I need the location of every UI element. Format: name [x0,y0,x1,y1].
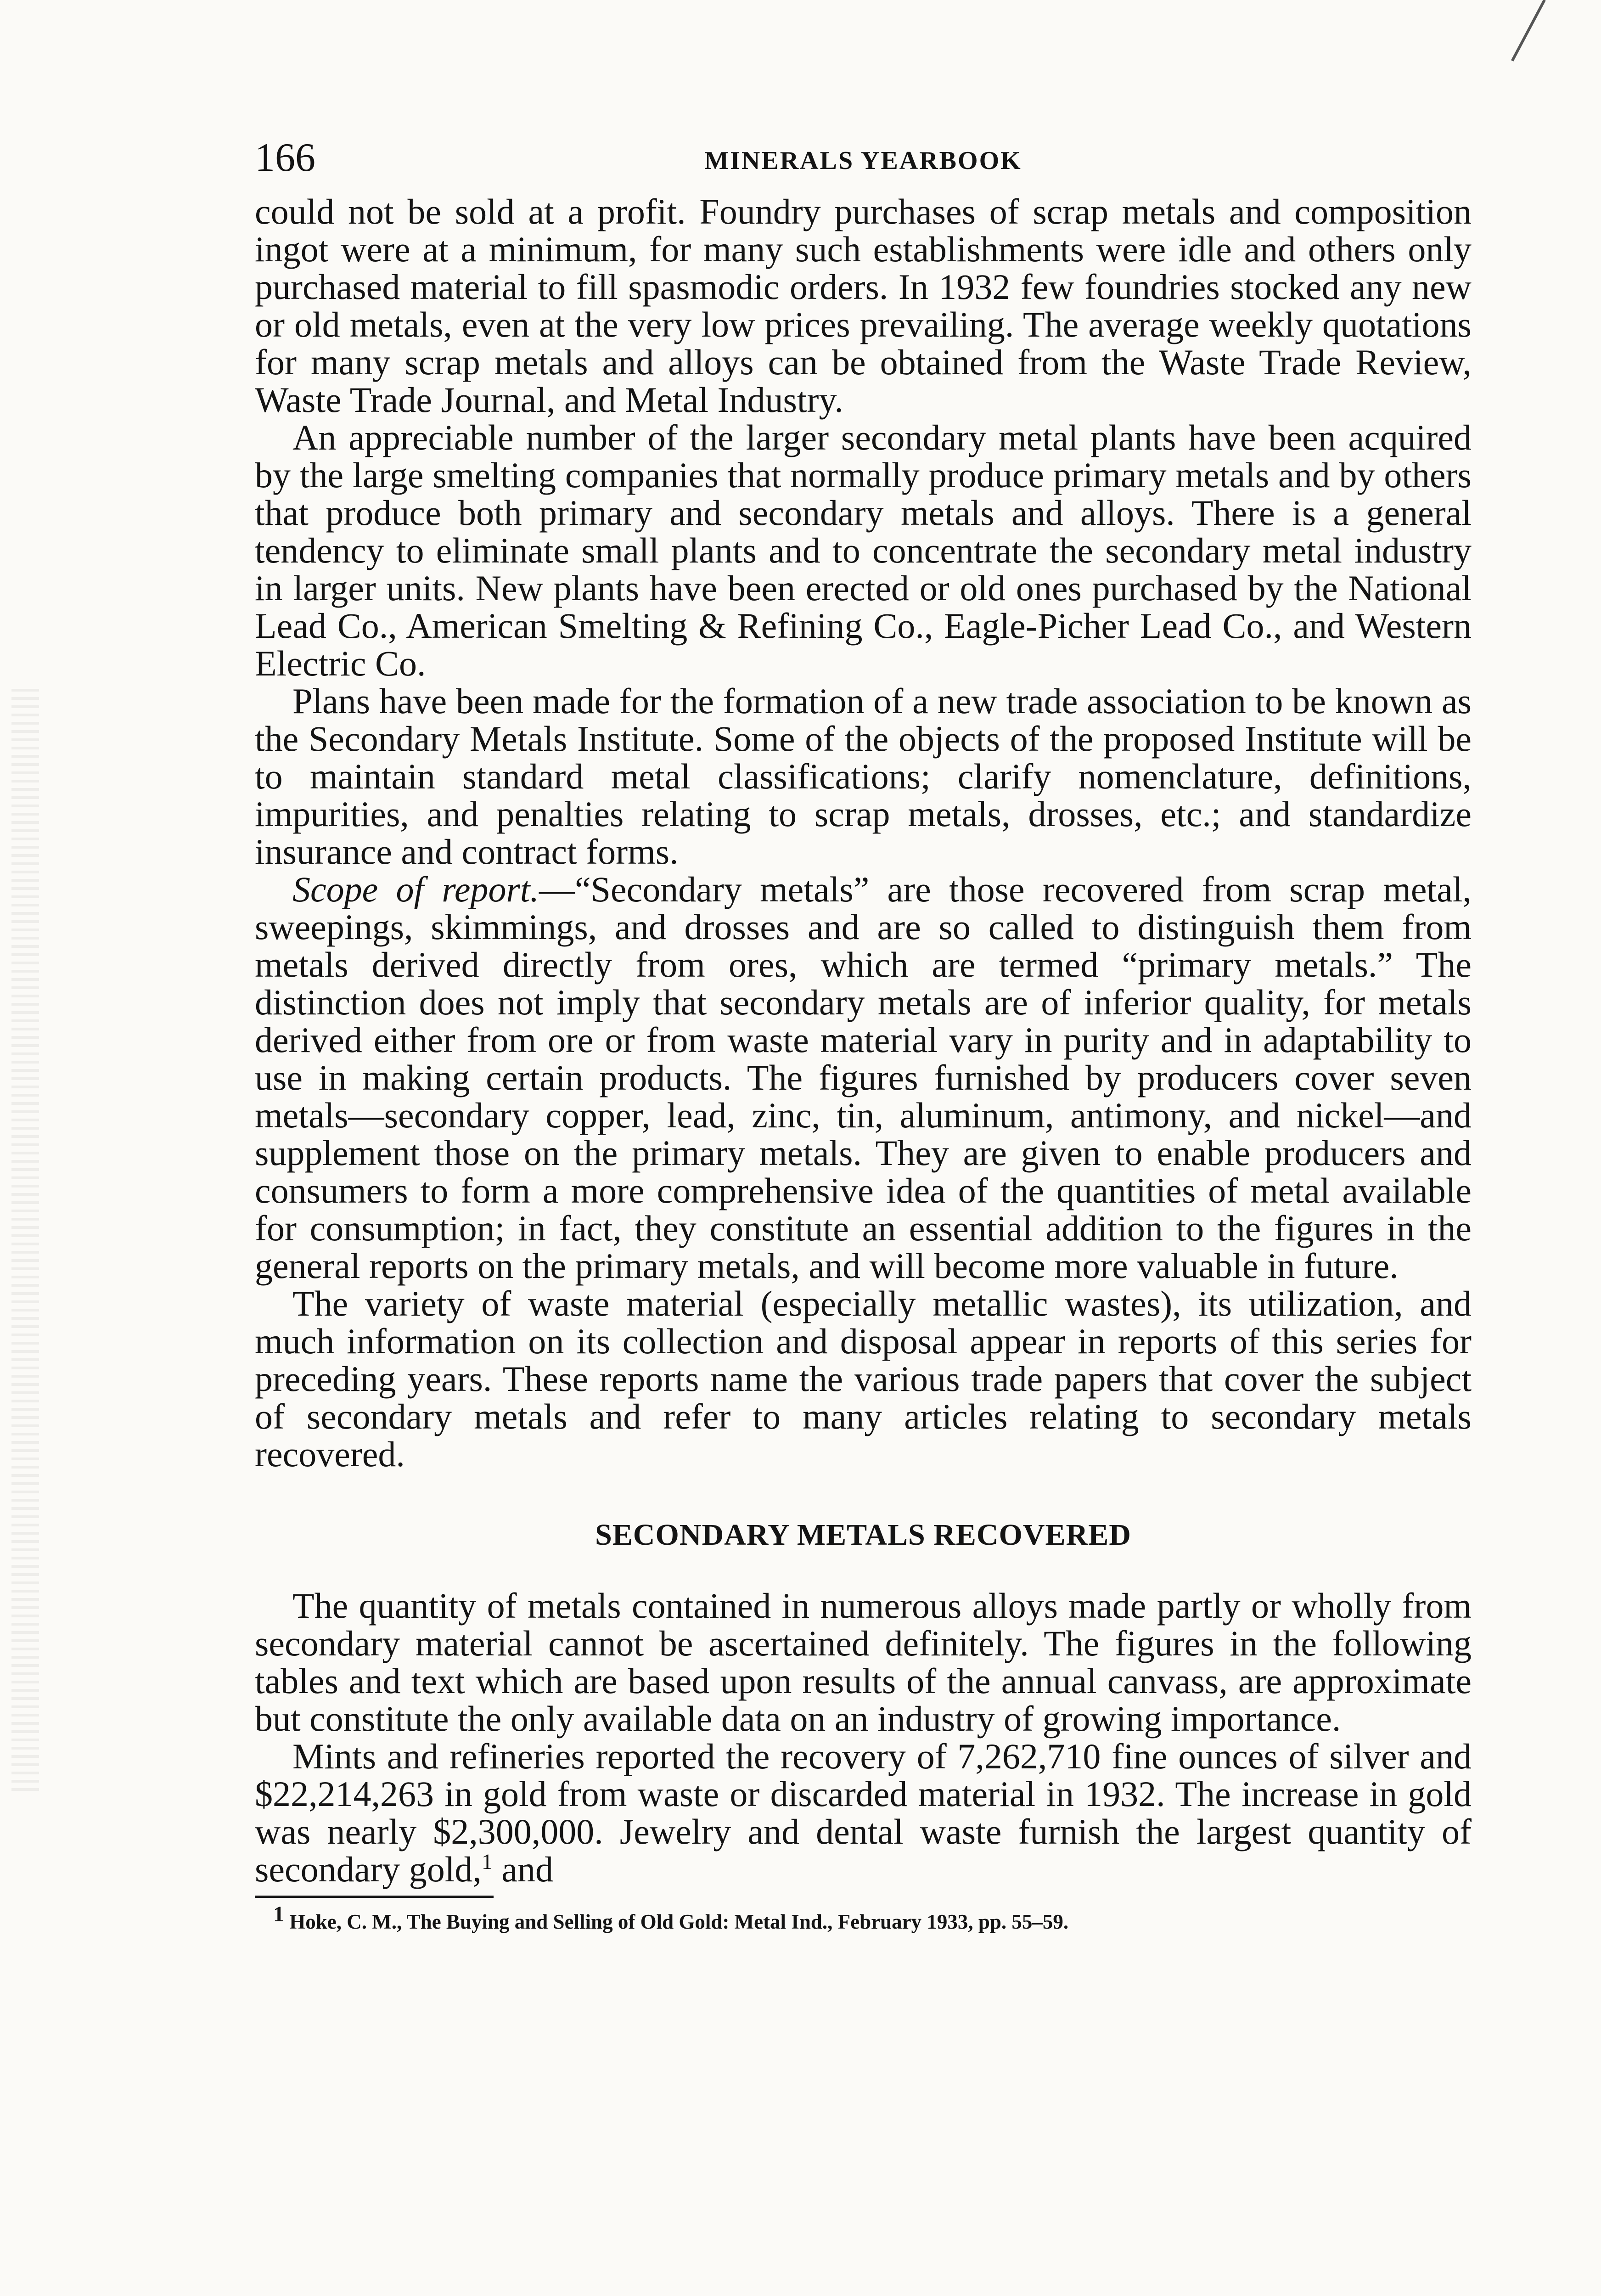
paragraph-variety: The variety of waste material (especially metallic wastes), its utilization, and much information on its collection and disposal appear in reports of this series for preceding years. These reports name the various trade papers that cover the subject of secondary metals and refer to many articles relating to secondary metals recovered. [255,1283,1472,1474]
footnote-reference: 1 [481,1850,493,1874]
paragraph-institute: Plans have been made for the formation of a new trade association to be known as the Secondary Metals Institute. Some of the objects of the proposed Institute will be to maintain standard metal classifications; clarify nomenclature, definitions, impurities, and penalties relating to scrap metals, drosses, etc.; and standardize insurance and contract forms. [255,681,1472,872]
footnote-marker: 1 [273,1902,284,1926]
page-header [255,133,1472,193]
scan-edge-artifact [11,689,39,1791]
scope-label: Scope of report. [292,869,539,909]
scan-corner-mark [1511,0,1546,62]
paragraph-scope [255,871,1472,1285]
running-head: MINERALS YEARBOOK [704,146,1022,175]
document-page [255,133,1472,1932]
footnote [255,1902,1472,1933]
paragraph-quantity: The quantity of metals contained in numerous alloys made partly or wholly from secondary material cannot be ascertained definitely. The figures in the following tables and text which are based upon results of the annual canvass, are approximate but constitute the only available data on an industry of growing importance. [255,1586,1472,1739]
page-number: 166 [255,135,315,180]
paragraph-continued: could not be sold at a profit. Foundry purchases of scrap metals and composition ingot were at a minimum, for many such establishments were idle and others only purchased material to fill spasmodic orders. In 1932 few foundries stocked any new or old metals, even at the very low prices prevailing. The average weekly quotations for many scrap metals and alloys can be obtained from the Waste Trade Review, Waste Trade Journal, and Metal Industry. [255,191,1472,420]
mints-text: Mints and refineries reported the recovery of 7,262,710 fine ounces of silver and $22,214,263 in gold from waste or discarded material in 1932. The increase in gold was nearly $2,300,000. Jewelry and dental waste furnish the largest quantity of secondary gold, [255,1736,1472,1889]
paragraph-plants: An appreciable number of the larger secondary metal plants have been acquired by the large smelting companies that normally produce primary metals and by others that produce both primary and secondary metals and alloys. There is a general tendency to eliminate small plants and to concentrate the secondary metal industry in larger units. New plants have been erected or old ones purchased by the National Lead Co., American Smelting & Refining Co., Eagle-Picher Lead Co., and Western Electric Co. [255,417,1472,683]
paragraph-mints [255,1738,1472,1888]
section-heading: SECONDARY METALS RECOVERED [595,1518,1131,1552]
footnote-text: Hoke, C. M., The Buying and Selling of Old Gold: Metal Ind., February 1933, pp. 55–59. [289,1910,1069,1933]
scope-text: —“Secondary metals” are those recovered from scrap metal, sweepings, skimmings, and drosses and are so called to distinguish them from metals derived directly from ores, which are termed “primary metals.” The distinction does not imply that secondary metals are of inferior quality, for metals derived either from ore or from waste material vary in purity and in adaptability to use in making certain products. The figures furnished by producers cover seven metals—secondary copper, lead, zinc, tin, aluminum, antimony, and nickel—and supplement those on the primary metals. They are given to enable producers and consumers to form a more comprehensive idea of the quantities of metal available for consumption; in fact, they constitute an essential addition to the figures in the general reports on the primary metals, and will become more valuable in future. [255,869,1472,1286]
mints-text-end: and [492,1849,553,1889]
footnote-rule [255,1896,494,1898]
